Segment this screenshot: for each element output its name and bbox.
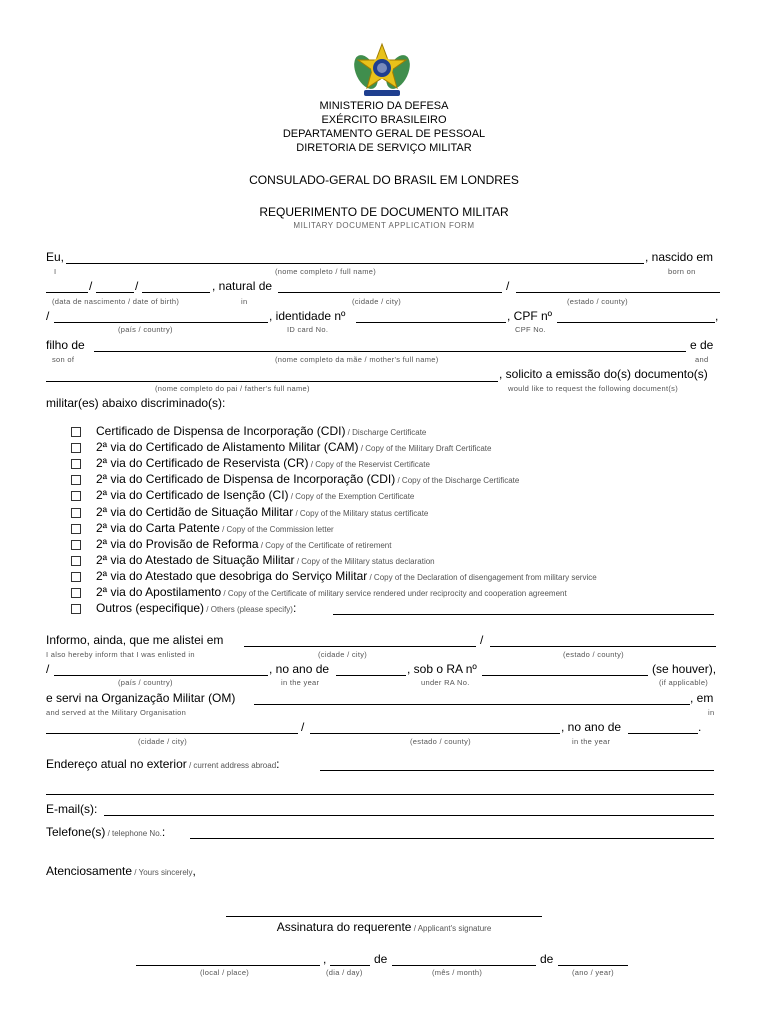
closing-comma: , [192, 864, 196, 878]
mother-name-caption: (nome completo da mãe / mother's full name) [275, 355, 439, 364]
option-label-en: / Copy of the Certificate of military service rendered under reciprocity and cooperation agreement [221, 589, 567, 598]
under-ra-caption: under RA No. [421, 678, 470, 687]
endereco-row [46, 757, 280, 771]
option-label-en: / Copy of the Commission letter [219, 525, 334, 534]
and-caption: and [695, 355, 709, 364]
option-label: Outros (especifique) [96, 601, 205, 615]
filho-de-label: filho de [46, 338, 85, 352]
de-label-1: de [374, 952, 388, 966]
option-label: 2ª via do Provisão de Reforma [96, 537, 259, 551]
dia-caption: (dia / day) [326, 968, 363, 977]
enlist-slash-1: / [480, 633, 484, 647]
id-card-field[interactable] [356, 322, 506, 323]
militar-label: militar(es) abaixo discriminado(s): [46, 396, 226, 410]
signature-row [0, 920, 768, 934]
signature-label: Assinatura do requerente [276, 920, 412, 934]
served-city-caption: (cidade / city) [138, 737, 188, 746]
served-year-field[interactable] [628, 733, 698, 734]
date-sep-2: / [135, 279, 139, 293]
solicito-label: , solicito a emissão do(s) documento(s) [499, 367, 708, 381]
city-caption: (cidade / city) [352, 297, 402, 306]
document-option [96, 585, 567, 599]
option-label-en: / Copy of the Reservist Certificate [308, 460, 430, 469]
place-field[interactable] [136, 965, 320, 966]
option-label-en: / Others (please specify) [204, 605, 293, 614]
inform-en-caption: I also hereby inform that I was enlisted in [46, 650, 195, 659]
document-option [96, 521, 334, 535]
no-ano-2-label: , no ano de [561, 720, 622, 734]
birth-state-field[interactable] [516, 292, 720, 293]
full-name-caption: (nome completo / full name) [275, 267, 377, 276]
birth-city-field[interactable] [278, 292, 502, 293]
i-label: I [54, 267, 57, 276]
option-colon: : [292, 601, 297, 615]
if-applicable-caption: (if applicable) [659, 678, 709, 687]
country-field[interactable] [54, 322, 268, 323]
document-option [96, 488, 414, 502]
date-sep-1: / [89, 279, 93, 293]
slash-2: / [46, 309, 50, 323]
atenciosamente-row [46, 864, 196, 878]
department-heading: DEPARTAMENTO GERAL DE PESSOAL [282, 128, 486, 140]
served-en-caption: and served at the Military Organisation [46, 708, 187, 717]
checkbox-icon[interactable] [71, 491, 81, 501]
option-label-en: / Copy of the Declaration of disengagement from military service [367, 573, 597, 582]
endereco-en: / current address abroad [186, 761, 277, 770]
ano-caption: (ano / year) [572, 968, 614, 977]
telefone-colon: : [161, 825, 166, 839]
born-on-caption: born on [668, 267, 696, 276]
eu-label: Eu, [46, 250, 65, 264]
email-field[interactable] [104, 815, 714, 816]
telefone-en: / telephone No. [105, 829, 162, 838]
natural-de-label: , natural de [212, 279, 273, 293]
atenciosamente-label: Atenciosamente [46, 864, 133, 878]
son-of-caption: son of [52, 355, 75, 364]
signature-field[interactable] [226, 916, 542, 917]
document-option [96, 601, 296, 615]
country-caption: (país / country) [118, 325, 173, 334]
date-comma: , [323, 952, 327, 966]
in-caption: in [241, 297, 248, 306]
option-label: 2ª via do Carta Patente [96, 521, 220, 535]
telefone-label: Telefone(s) [46, 825, 106, 839]
served-in-caption: in [708, 708, 715, 717]
id-card-caption: ID card No. [287, 325, 329, 334]
birth-day-field[interactable] [46, 292, 88, 293]
option-label-en: / Copy of the Military Draft Certificate [358, 444, 492, 453]
served-state-field[interactable] [310, 733, 560, 734]
checkbox-icon[interactable] [71, 443, 81, 453]
e-de-label: e de [690, 338, 714, 352]
document-option [96, 456, 430, 470]
option-label-en: / Discharge Certificate [345, 428, 427, 437]
enlist-slash-3: / [301, 720, 305, 734]
document-option [96, 569, 597, 583]
option-label: 2ª via do Atestado de Situação Militar [96, 553, 295, 567]
option-label: 2ª via do Certidão de Situação Militar [96, 505, 294, 519]
servi-label: e servi na Organização Militar (OM) [46, 691, 236, 705]
no-ano-label: , no ano de [269, 662, 330, 676]
brazil-coat-of-arms-icon [350, 42, 414, 100]
form-subtitle: MILITARY DOCUMENT APPLICATION FORM [293, 221, 475, 230]
enlist-country-field[interactable] [54, 675, 268, 676]
checkbox-icon[interactable] [71, 588, 81, 598]
telefone-row [46, 825, 165, 839]
address-field-2[interactable] [46, 794, 714, 795]
enlist-city-field[interactable] [244, 646, 476, 647]
father-name-field[interactable] [46, 381, 498, 382]
enlist-state-field[interactable] [490, 646, 716, 647]
ministry-heading: MINISTERIO DA DEFESA [319, 100, 449, 112]
local-caption: (local / place) [200, 968, 250, 977]
slash-1: / [506, 279, 510, 293]
cpf-label: , CPF nº [507, 309, 553, 323]
telephone-field[interactable] [190, 838, 714, 839]
others-specify-field[interactable] [333, 614, 714, 615]
form-title: REQUERIMENTO DE DOCUMENTO MILITAR [259, 205, 509, 219]
dot-end: . [698, 720, 702, 734]
day-field[interactable] [330, 965, 370, 966]
identidade-label: , identidade nº [269, 309, 346, 323]
document-option [96, 505, 428, 519]
email-label: E-mail(s): [46, 802, 98, 816]
checkbox-icon[interactable] [71, 540, 81, 550]
de-label-2: de [540, 952, 554, 966]
sob-ra-label: , sob o RA nº [407, 662, 477, 676]
option-label: 2ª via do Certificado de Reservista (CR) [96, 456, 309, 470]
checkbox-icon[interactable] [71, 475, 81, 485]
option-label: 2ª via do Certificado de Alistamento Militar (CAM) [96, 440, 359, 454]
checkbox-icon[interactable] [71, 508, 81, 518]
document-option [96, 440, 491, 454]
checkbox-icon[interactable] [71, 524, 81, 534]
enlist-year-field[interactable] [336, 675, 406, 676]
endereco-label: Endereço atual no exterior [46, 757, 187, 771]
birth-year-field[interactable] [142, 292, 210, 293]
served-city-field[interactable] [46, 733, 298, 734]
birth-month-field[interactable] [96, 292, 134, 293]
document-option [96, 472, 519, 486]
comma-end: , [715, 309, 719, 323]
option-label: 2ª via do Apostilamento [96, 585, 222, 599]
option-label-en: / Copy of the Military status certificate [293, 509, 429, 518]
enlist-slash-2: / [46, 662, 50, 676]
option-label-en: / Copy of the Military status declaration [294, 557, 435, 566]
full-name-field[interactable] [66, 263, 644, 264]
option-label-en: / Copy of the Discharge Certificate [395, 476, 520, 485]
checkbox-icon[interactable] [71, 459, 81, 469]
option-label-en: / Copy of the Certificate of retirement [258, 541, 392, 550]
checkbox-icon[interactable] [71, 427, 81, 437]
document-option [96, 424, 426, 438]
se-houver-label: (se houver), [652, 662, 717, 676]
option-label: 2ª via do Certificado de Isenção (CI) [96, 488, 289, 502]
dob-caption: (data de nascimento / date of birth) [52, 297, 180, 306]
directorate-heading: DIRETORIA DE SERVIÇO MILITAR [296, 142, 472, 154]
nascido-em-label: , nascido em [645, 250, 714, 264]
enlist-state-caption: (estado / county) [563, 650, 624, 659]
year-field[interactable] [558, 965, 628, 966]
would-like-caption: would like to request the following document(s) [508, 384, 679, 393]
signature-en: / Applicant's signature [411, 924, 492, 933]
option-label: Certificado de Dispensa de Incorporação (CDI) [96, 424, 346, 438]
yours-sincerely-en: / Yours sincerely [132, 868, 193, 877]
checkbox-icon[interactable] [71, 556, 81, 566]
option-label: 2ª via do Atestado que desobriga do Serviço Militar [96, 569, 368, 583]
served-in-year-caption: in the year [572, 737, 611, 746]
informo-label: Informo, ainda, que me alistei em [46, 633, 224, 647]
endereco-colon: : [276, 757, 280, 771]
army-heading: EXÉRCITO BRASILEIRO [321, 114, 447, 126]
served-state-caption: (estado / county) [410, 737, 471, 746]
state-caption: (estado / county) [567, 297, 628, 306]
document-option [96, 537, 391, 551]
mes-caption: (mês / month) [432, 968, 483, 977]
ra-number-field[interactable] [482, 675, 648, 676]
month-field[interactable] [392, 965, 536, 966]
military-org-field[interactable] [254, 704, 690, 705]
father-name-caption: (nome completo do pai / father's full name) [155, 384, 310, 393]
document-option [96, 553, 435, 567]
in-year-caption: in the year [281, 678, 320, 687]
em-label: , em [690, 691, 714, 705]
option-label-en: / Copy of the Exemption Certificate [288, 492, 415, 501]
option-label: 2ª via do Certificado de Dispensa de Incorporação (CDI) [96, 472, 396, 486]
cpf-field[interactable] [557, 322, 715, 323]
checkbox-icon[interactable] [71, 604, 81, 614]
checkbox-icon[interactable] [71, 572, 81, 582]
mother-name-field[interactable] [94, 351, 686, 352]
enlist-country-caption: (país / country) [118, 678, 173, 687]
address-field-1[interactable] [320, 770, 714, 771]
enlist-city-caption: (cidade / city) [318, 650, 368, 659]
cpf-caption: CPF No. [515, 325, 546, 334]
consulate-heading: CONSULADO-GERAL DO BRASIL EM LONDRES [249, 173, 519, 187]
